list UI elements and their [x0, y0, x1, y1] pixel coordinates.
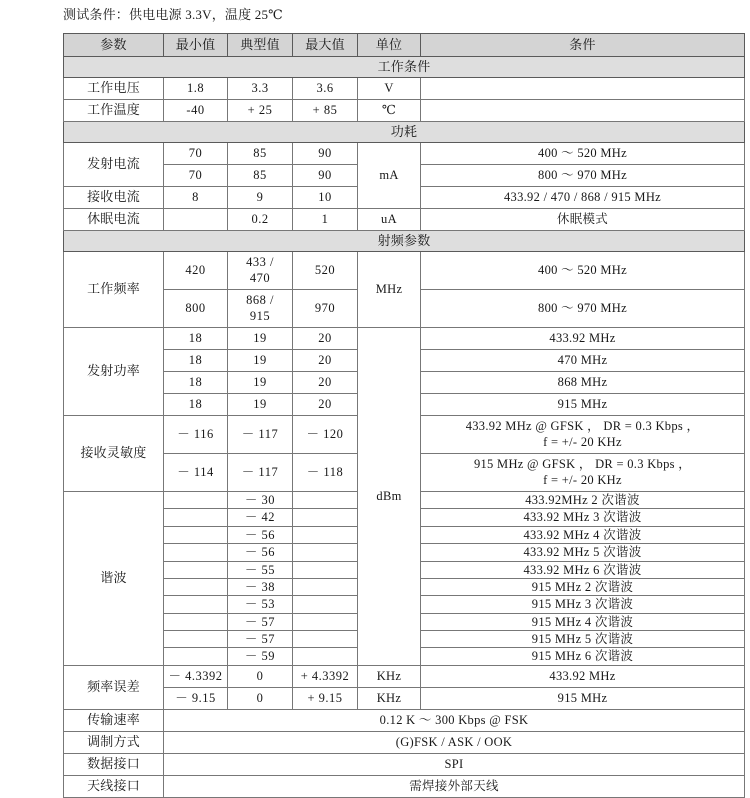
condition-cell: 915 MHz 3 次谐波 — [421, 596, 745, 613]
section-row — [64, 122, 745, 143]
min-value-cell — [164, 526, 228, 543]
condition-cell: 470 MHz — [421, 350, 745, 372]
condition-cell: 915 MHz 2 次谐波 — [421, 578, 745, 595]
typical-value-cell: 433 / 470 — [228, 252, 293, 290]
unit-cell: MHz — [358, 252, 421, 328]
condition-cell: 433.92 MHz @ GFSK ， DR = 0.3 Kbps ， f = +/- 20 KHz — [421, 416, 745, 454]
typical-value-cell: － 56 — [228, 526, 293, 543]
condition-cell: 915 MHz @ GFSK ， DR = 0.3 Kbps ， f = +/- 20 KHz — [421, 454, 745, 492]
min-value-cell: -40 — [164, 100, 228, 122]
param-name-cell: 调制方式 — [64, 731, 164, 753]
param-name-cell: 天线接口 — [64, 775, 164, 797]
param-name-cell: 数据接口 — [64, 753, 164, 775]
typical-value-cell: － 55 — [228, 561, 293, 578]
max-value-cell: 20 — [293, 350, 358, 372]
typical-value-cell: － 117 — [228, 454, 293, 492]
condition-cell: 915 MHz — [421, 394, 745, 416]
param-name-cell: 接收电流 — [64, 187, 164, 209]
min-value-cell — [164, 613, 228, 630]
condition-cell — [421, 78, 745, 100]
max-value-cell: 90 — [293, 143, 358, 165]
table-row — [64, 100, 745, 122]
min-value-cell: 800 — [164, 290, 228, 328]
condition-cell: 915 MHz 6 次谐波 — [421, 648, 745, 665]
typical-value-cell: 19 — [228, 394, 293, 416]
min-value-cell: 1.8 — [164, 78, 228, 100]
max-value-cell: － 120 — [293, 416, 358, 454]
section-label: 射频参数 — [64, 231, 745, 252]
condition-cell: 433.92 MHz — [421, 665, 745, 687]
typical-value-cell: － 59 — [228, 648, 293, 665]
max-value-cell: 3.6 — [293, 78, 358, 100]
min-value-cell — [164, 631, 228, 648]
table-row — [64, 687, 745, 709]
min-value-cell — [164, 578, 228, 595]
max-value-cell: 10 — [293, 187, 358, 209]
max-value-cell — [293, 596, 358, 613]
unit-cell: uA — [358, 209, 421, 231]
max-value-cell — [293, 578, 358, 595]
min-value-cell: 18 — [164, 394, 228, 416]
typical-value-cell: － 56 — [228, 544, 293, 561]
condition-cell: 433.92 / 470 / 868 / 915 MHz — [421, 187, 745, 209]
min-value-cell — [164, 509, 228, 526]
test-condition-caption: 测试条件：供电电源 3.3V，温度 25℃ — [63, 7, 283, 22]
typical-value-cell: + 25 — [228, 100, 293, 122]
table-header-row — [64, 34, 745, 57]
typical-value-cell: － 117 — [228, 416, 293, 454]
max-value-cell: 20 — [293, 372, 358, 394]
section-row — [64, 57, 745, 78]
merged-value-cell: SPI — [164, 753, 745, 775]
min-value-cell — [164, 544, 228, 561]
max-value-cell: + 9.15 — [293, 687, 358, 709]
min-value-cell — [164, 561, 228, 578]
param-name-cell: 工作频率 — [64, 252, 164, 328]
section-label: 工作条件 — [64, 57, 745, 78]
table-row — [64, 775, 745, 797]
typical-value-cell: － 30 — [228, 492, 293, 509]
condition-cell: 400 ～ 520 MHz — [421, 252, 745, 290]
typical-value-cell: 0 — [228, 665, 293, 687]
max-value-cell — [293, 492, 358, 509]
max-value-cell: 20 — [293, 328, 358, 350]
specification-table — [63, 33, 745, 798]
typical-value-cell: － 57 — [228, 631, 293, 648]
merged-value-cell: (G)FSK / ASK / OOK — [164, 731, 745, 753]
condition-cell: 433.92 MHz 6 次谐波 — [421, 561, 745, 578]
max-value-cell: 970 — [293, 290, 358, 328]
condition-cell: 休眠模式 — [421, 209, 745, 231]
typical-value-cell: － 38 — [228, 578, 293, 595]
column-header-min: 最小值 — [164, 34, 228, 57]
max-value-cell — [293, 526, 358, 543]
condition-cell: 800 ～ 970 MHz — [421, 165, 745, 187]
param-name-cell: 休眠电流 — [64, 209, 164, 231]
condition-cell: 433.92MHz 2 次谐波 — [421, 492, 745, 509]
min-value-cell: 18 — [164, 328, 228, 350]
max-value-cell — [293, 631, 358, 648]
condition-cell: 433.92 MHz 3 次谐波 — [421, 509, 745, 526]
max-value-cell — [293, 509, 358, 526]
condition-cell: 915 MHz 4 次谐波 — [421, 613, 745, 630]
table-row — [64, 209, 745, 231]
param-name-cell: 频率误差 — [64, 665, 164, 709]
typical-value-cell: 3.3 — [228, 78, 293, 100]
min-value-cell: 18 — [164, 350, 228, 372]
min-value-cell: － 4.3392 — [164, 665, 228, 687]
max-value-cell — [293, 613, 358, 630]
typical-value-cell: 19 — [228, 372, 293, 394]
typical-value-cell: 9 — [228, 187, 293, 209]
column-header-unit: 单位 — [358, 34, 421, 57]
typical-value-cell: － 53 — [228, 596, 293, 613]
merged-value-cell: 0.12 K ～ 300 Kbps @ FSK — [164, 709, 745, 731]
table-row — [64, 731, 745, 753]
max-value-cell — [293, 544, 358, 561]
min-value-cell — [164, 596, 228, 613]
column-header-cond: 条件 — [421, 34, 745, 57]
column-header-param: 参数 — [64, 34, 164, 57]
typical-value-cell: 0 — [228, 687, 293, 709]
max-value-cell: 90 — [293, 165, 358, 187]
condition-cell: 915 MHz — [421, 687, 745, 709]
condition-cell: 868 MHz — [421, 372, 745, 394]
min-value-cell: 8 — [164, 187, 228, 209]
spec-table-container — [63, 33, 744, 798]
section-label: 功耗 — [64, 122, 745, 143]
condition-cell: 433.92 MHz 5 次谐波 — [421, 544, 745, 561]
param-name-cell: 工作温度 — [64, 100, 164, 122]
max-value-cell: 520 — [293, 252, 358, 290]
typical-value-cell: － 42 — [228, 509, 293, 526]
typical-value-cell: 85 — [228, 143, 293, 165]
table-row — [64, 252, 745, 290]
min-value-cell — [164, 209, 228, 231]
max-value-cell: + 4.3392 — [293, 665, 358, 687]
table-row — [64, 665, 745, 687]
column-header-max: 最大值 — [293, 34, 358, 57]
condition-cell: 433.92 MHz — [421, 328, 745, 350]
typical-value-cell: 19 — [228, 350, 293, 372]
max-value-cell: － 118 — [293, 454, 358, 492]
min-value-cell: 18 — [164, 372, 228, 394]
min-value-cell: 70 — [164, 143, 228, 165]
unit-cell: ℃ — [358, 100, 421, 122]
param-name-cell: 传输速率 — [64, 709, 164, 731]
unit-cell: KHz — [358, 687, 421, 709]
section-row — [64, 231, 745, 252]
param-name-cell: 发射功率 — [64, 328, 164, 416]
param-name-cell: 谐波 — [64, 492, 164, 666]
condition-cell — [421, 100, 745, 122]
typical-value-cell: 0.2 — [228, 209, 293, 231]
max-value-cell: + 85 — [293, 100, 358, 122]
condition-cell: 433.92 MHz 4 次谐波 — [421, 526, 745, 543]
max-value-cell — [293, 561, 358, 578]
min-value-cell: － 116 — [164, 416, 228, 454]
table-row — [64, 709, 745, 731]
min-value-cell: 70 — [164, 165, 228, 187]
typical-value-cell: 19 — [228, 328, 293, 350]
table-body — [64, 34, 745, 798]
min-value-cell: － 114 — [164, 454, 228, 492]
merged-value-cell: 需焊接外部天线 — [164, 775, 745, 797]
condition-cell: 800 ～ 970 MHz — [421, 290, 745, 328]
max-value-cell: 1 — [293, 209, 358, 231]
min-value-cell: － 9.15 — [164, 687, 228, 709]
max-value-cell: 20 — [293, 394, 358, 416]
table-row — [64, 143, 745, 165]
condition-cell: 915 MHz 5 次谐波 — [421, 631, 745, 648]
table-row — [64, 78, 745, 100]
column-header-typ: 典型值 — [228, 34, 293, 57]
unit-cell: V — [358, 78, 421, 100]
table-row — [64, 328, 745, 350]
typical-value-cell: 85 — [228, 165, 293, 187]
param-name-cell: 发射电流 — [64, 143, 164, 187]
unit-cell: KHz — [358, 665, 421, 687]
min-value-cell — [164, 492, 228, 509]
min-value-cell — [164, 648, 228, 665]
condition-cell: 400 ～ 520 MHz — [421, 143, 745, 165]
param-name-cell: 接收灵敏度 — [64, 416, 164, 492]
table-row — [64, 753, 745, 775]
unit-cell: mA — [358, 143, 421, 209]
typical-value-cell: 868 / 915 — [228, 290, 293, 328]
max-value-cell — [293, 648, 358, 665]
unit-cell: dBm — [358, 328, 421, 666]
min-value-cell: 420 — [164, 252, 228, 290]
param-name-cell: 工作电压 — [64, 78, 164, 100]
typical-value-cell: － 57 — [228, 613, 293, 630]
